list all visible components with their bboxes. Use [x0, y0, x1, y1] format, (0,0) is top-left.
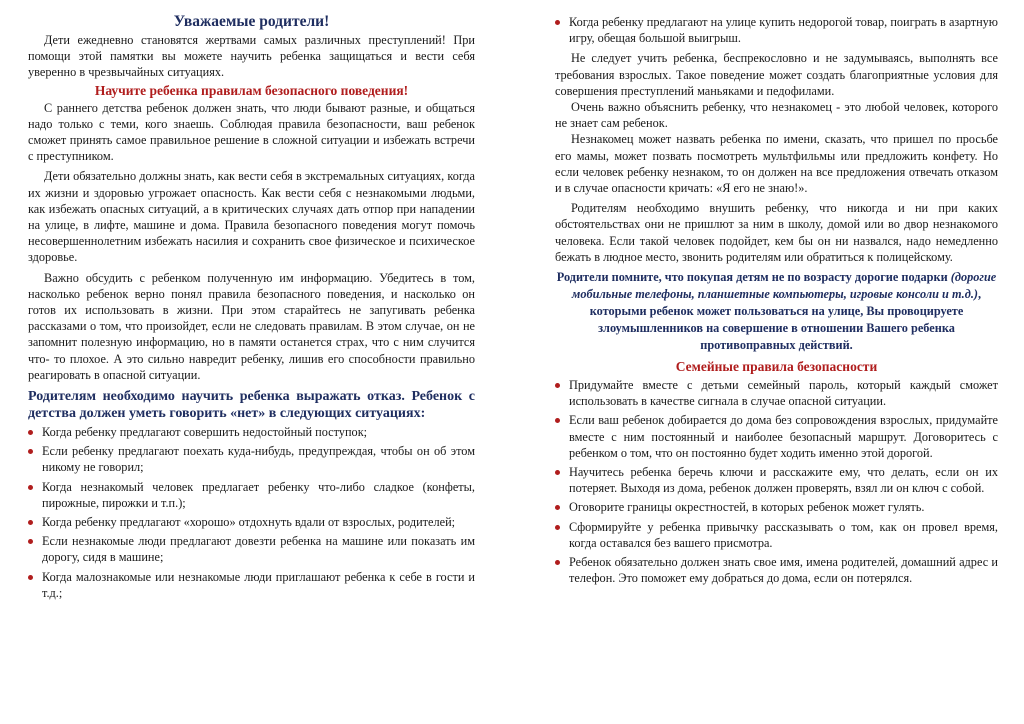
list-item: Сформируйте у ребенка привычку рассказывать о том, как он провел время, когда оставался без вашего присмотра. [555, 519, 998, 551]
intro-paragraph: Дети ежедневно становятся жертвами самых различных преступлений! При помощи этой памятки вы можете научить ребенка защищаться и вести себя уверенно в чрезвычайных ситуациях. [28, 33, 475, 80]
paragraph: Незнакомец может назвать ребенка по имени, сказать, что пришел по просьбе его мамы, может позвать посмотреть мультфильмы или предложить конфету. Но если человек ребенку незнаком, то он должен на все предложения отвечать отказом и в случае опасности кричать: «Я его не знаю!». [555, 132, 998, 196]
list-item: Когда ребенку предлагают «хорошо» отдохнуть вдали от взрослых, родителей; [28, 514, 475, 530]
notice-text: , которыми ребенок может пользоваться на улице, Вы провоцируете злоумышленников на совершение в отношении Вашего ребенка противоправных действий. [589, 287, 982, 353]
left-column [28, 12, 475, 604]
list-item: Когда малознакомые или незнакомые люди приглашают ребенка к себе в гости и т.д.; [28, 569, 475, 601]
right-column [555, 14, 998, 589]
list-item: Оговорите границы окрестностей, в которых ребенок может гулять. [555, 499, 998, 515]
list-item: Если ребенку предлагают поехать куда-нибудь, предупреждая, чтобы он об этом никому не говорил; [28, 443, 475, 475]
main-title: Уважаемые родители! [173, 13, 330, 30]
refuse-heading: Родителям необходимо научить ребенка выражать отказ. Ребенок с детства должен уметь говорить «нет» в следующих ситуациях: [28, 389, 475, 422]
list-item: Если ваш ребенок добирается до дома без сопровождения взрослых, придумайте вместе с ним постоянный и наиболее безопасный маршрут. Договоритесь с ребенком о том, что он постоянно будет ходить именно этой дорогой. [555, 412, 998, 461]
section-heading-safety: Научите ребенка правилам безопасного поведения! [94, 82, 409, 98]
list-item: Когда ребенку предлагают совершить недостойный поступок; [28, 424, 475, 440]
list-item: Когда ребенку предлагают на улице купить недорогой товар, поиграть в азартную игру, обещая большой выигрыш. [555, 14, 998, 46]
list-item: Научитесь ребенка беречь ключи и расскажите ему, что делать, если он их потеряет. Выходя из дома, ребенок должен проверять, взял ли он ключ с собой. [555, 464, 998, 496]
refuse-list [28, 424, 475, 601]
family-rules-list [555, 377, 998, 586]
paragraph: Дети обязательно должны знать, как вести себя в экстремальных ситуациях, когда их жизни и здоровью угрожает опасность. Как вести себя с незнакомыми людьми, как избежать опасных ситуаций, а в критических случаях дать отпор при нападении на улице, в лифте, машине и дома. Правила безопасного поведения могут помочь несовершеннолетним избежать насилия и сохранить свое физическое и психическое здоровье. [28, 169, 475, 265]
paragraph: Очень важно объяснить ребенку, что незнакомец - это любой человек, которого не знает сам ребенок. [555, 100, 998, 131]
parents-notice [555, 269, 998, 354]
notice-italic-text: (дорогие мобильные телефоны, планшетные компьютеры, игровые консоли и т.д.) [571, 270, 997, 302]
list-item: Если незнакомые люди предлагают довезти ребенка на машине или показать им дорогу, сидя в машине; [28, 533, 475, 565]
notice-text: Родители помните, что покупая детям не по возрасту дорогие подарки [556, 270, 951, 285]
paragraph: С раннего детства ребенок должен знать, что люди бывают разные, и общаться надо только с теми, кого знаешь. Соблюдая правила безопасности, ваш ребенок сможет принять самое правильное решение в сложной ситуации и избежать встречи с преступником. [28, 100, 475, 164]
refuse-list-continued [555, 14, 998, 46]
list-item: Ребенок обязательно должен знать свое имя, имена родителей, домашний адрес и телефон. Это поможет ему добраться до дома, если он потерялся. [555, 554, 998, 586]
paragraph: Важно обсудить с ребенком полученную им информацию. Убедитесь в том, насколько ребенок верно понял правила безопасного поведения, и насколько он готов их использовать в жизни. При этом старайтесь не запугивать ребенка рассказами о том, что произойдет, если не следовать правилам. В этом случае, он не запомнит полезную информацию, но в памяти останется страх, что с ним случится что- то плохое. А это сильно навредит ребенку, лишив его способности правильно реагировать в опасной ситуации. [28, 270, 475, 382]
paragraph: Родителям необходимо внушить ребенку, что никогда и ни при каких обстоятельствах они не пришлют за ним в школу, домой или во двор незнакомого человека. Если такой человек подойдет, кем бы он ни назвался, надо немедленно бежать в людное место, звонить родителям или обратиться к полицейскому. [555, 201, 998, 264]
list-item: Придумайте вместе с детьми семейный пароль, который каждый сможет использовать в качестве сигнала в случае опасной ситуации. [555, 377, 998, 409]
section-heading-family: Семейные правила безопасности [675, 359, 878, 375]
paragraph: Не следует учить ребенка, беспрекословно и не задумываясь, выполнять все требования взрослых. Такое поведение может создать благоприятные условия для совершения преступлений маньяками и педофилами. [555, 51, 998, 98]
list-item: Когда незнакомый человек предлагает ребенку что-либо сладкое (конфеты, пирожные, пирожки и т.п.); [28, 479, 475, 511]
